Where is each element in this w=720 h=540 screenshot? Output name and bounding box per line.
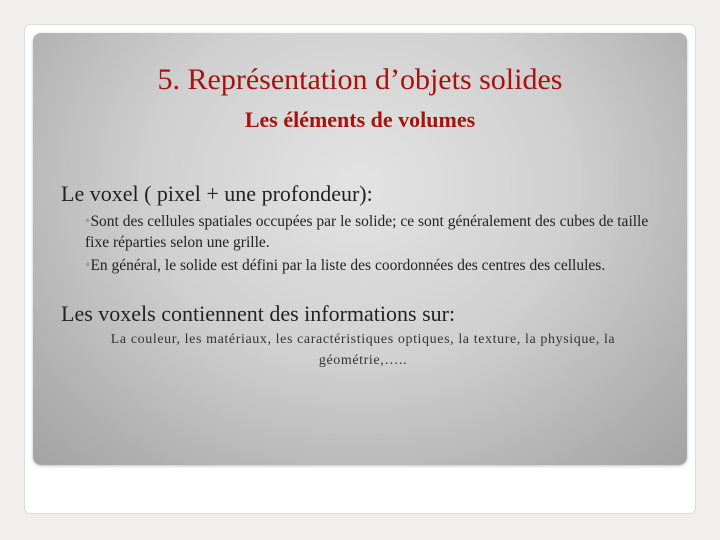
voxel-info-detail: La couleur, les matériaux, les caractéristiques optiques, la texture, la physique, la géométrie,….. xyxy=(110,332,616,368)
bullet-voxel-info xyxy=(47,301,667,327)
slide-content-panel xyxy=(33,33,687,465)
slide-frame xyxy=(24,24,696,514)
subbullet-cells xyxy=(85,211,673,253)
subbullet-dot-icon: • xyxy=(85,257,91,274)
subbullet-coordinates-text: En général, le solide est défini par la liste des coordonnées des centres des cellules. xyxy=(90,257,606,274)
slide-subtitle: Les éléments de volumes xyxy=(244,107,476,132)
subbullet-coordinates xyxy=(85,255,673,276)
subbullet-cells-text: Sont des cellules spatiales occupées par le solide; ce sont généralement des cubes de taille fixe réparties selon une grille. xyxy=(85,213,649,251)
bullet-voxel-info-text: Les voxels contiennent des informations sur: xyxy=(61,301,456,326)
bullet-voxel xyxy=(47,181,667,207)
bullet-voxel-text: Le voxel ( pixel + une profondeur): xyxy=(61,181,373,206)
slide-title: 5. Représentation d’objets solides xyxy=(157,63,563,96)
subbullet-dot-icon: • xyxy=(85,213,91,230)
